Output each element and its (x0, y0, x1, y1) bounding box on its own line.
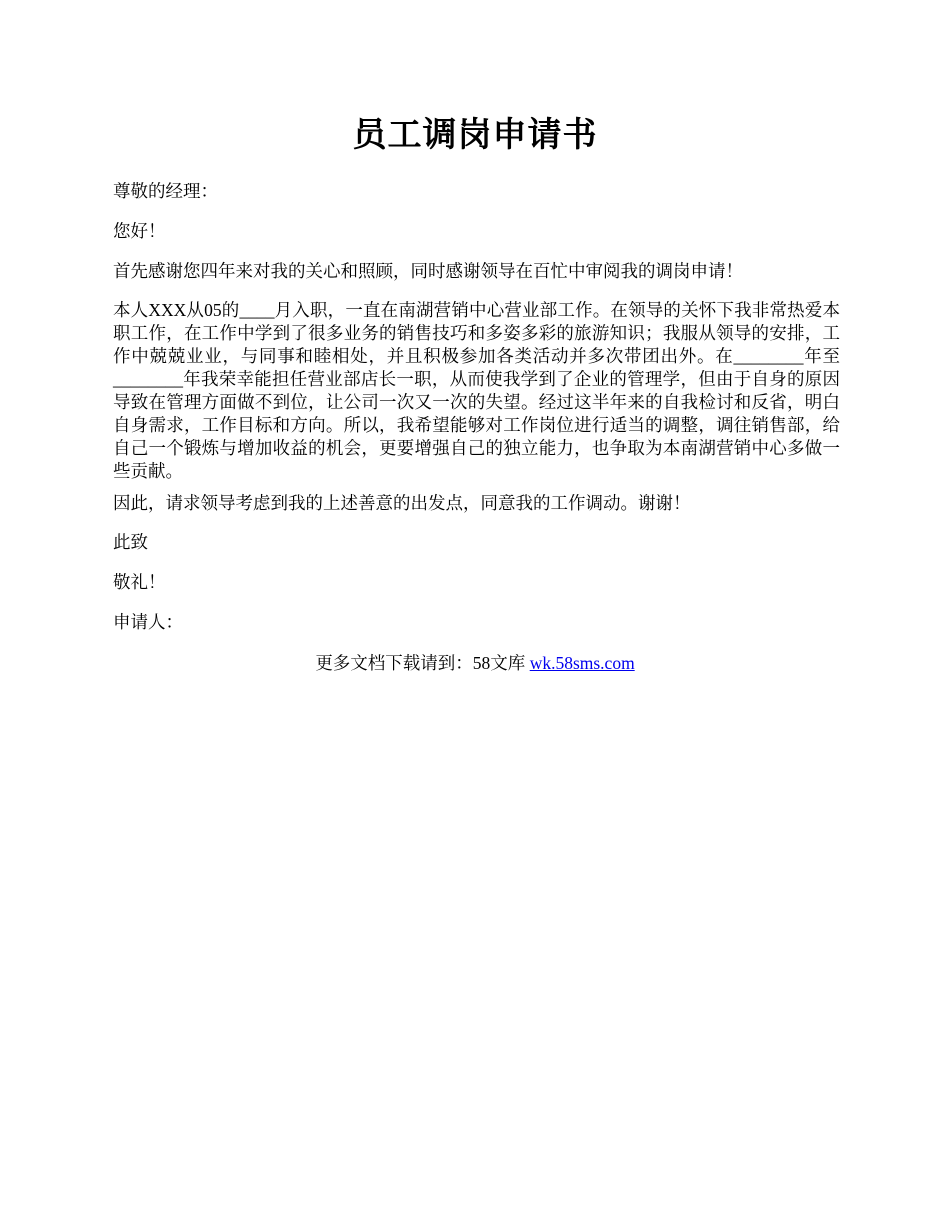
document-title: 员工调岗申请书 (352, 117, 598, 154)
thanks-paragraph: 首先感谢您四年来对我的关心和照顾，同时感谢领导在百忙中审阅我的调岗申请！ (113, 261, 743, 281)
greeting: 您好！ (113, 221, 166, 241)
footer (0, 651, 950, 675)
closing-line: 此致 (113, 532, 148, 552)
main-paragraph: 本人XXX从05的____月入职，一直在南湖营销中心营业部工作。在领导的关怀下我非常热爱本职工作，在工作中学到了很多业务的销售技巧和多姿多彩的旅游知识；我服从领导的安排，工作中兢兢业业，与同事和睦相处，并且积极参加各类活动并多次带团出外。在________年至________年我荣幸能担任营业部店长一职，从而使我学到了企业的管理学，但由于自身的原因导致在管理方面做不到位，让公司一次又一次的失望。经过这半年来的自我检讨和反省，明白自身需求，工作目标和方向。所以，我希望能够对工作岗位进行适当的调整，调往销售部，给自己一个锻炼与增加收益的机会，更要增强自己的独立能力，也争取为本南湖营销中心多做一些贡献。 (113, 300, 840, 481)
footer-link[interactable]: wk.58sms.com (529, 653, 635, 673)
regards-line: 敬礼！ (113, 572, 166, 592)
footer-text: 更多文档下载请到：58文库 (315, 653, 530, 673)
request-paragraph: 因此，请求领导考虑到我的上述善意的出发点，同意我的工作调动。谢谢！ (113, 493, 691, 513)
applicant-line: 申请人： (113, 612, 183, 632)
salutation: 尊敬的经理： (113, 181, 218, 201)
